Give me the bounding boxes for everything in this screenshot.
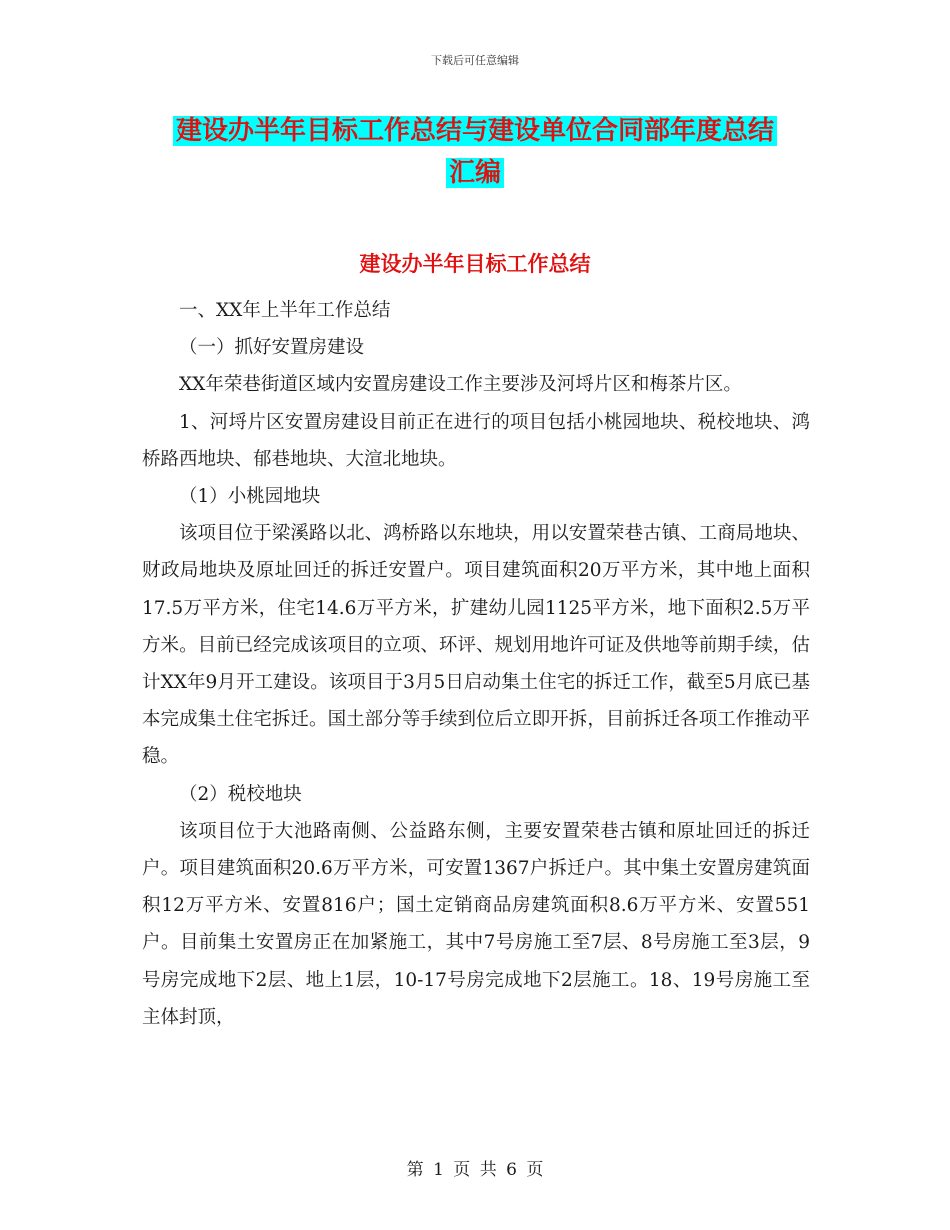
paragraph: 该项目位于大池路南侧、公益路东侧，主要安置荣巷古镇和原址回迁的拆迁户。项目建筑面积20.6万平方米，可安置1367户拆迁户。其中集土安置房建筑面积12万平方米、安置816户；国土定销商品房建筑面积8.6万平方米、安置551户。目前集土安置房正在加紧施工，其中7号房施工至7层、8号房施工至3层，9号房完成地下2层、地上1层，10-17号房完成地下2层施工。18、19号房施工至主体封顶， <box>142 820 810 1028</box>
page-footer: 第 1 页 共 6 页 <box>406 1160 544 1180</box>
main-title-line-1: 建设办半年目标工作总结与建设单位合同部年度总结 <box>173 116 777 146</box>
paragraph: 一、XX年上半年工作总结 <box>179 300 391 321</box>
paragraph: 1、河埒片区安置房建设目前正在进行的项目包括小桃园地块、税校地块、鸿桥路西地块、郁巷地块、大渲北地块。 <box>142 411 810 470</box>
paragraph: （一）抓好安置房建设 <box>179 337 365 359</box>
paragraph: （2）税校地块 <box>179 783 302 805</box>
main-title <box>0 110 950 194</box>
section-title: 建设办半年目标工作总结 <box>359 252 591 276</box>
paragraph: XX年荣巷街道区域内安置房建设工作主要涉及河埒片区和梅茶片区。 <box>179 374 742 396</box>
paragraph: 该项目位于梁溪路以北、鸿桥路以东地块，用以安置荣巷古镇、工商局地块、财政局地块及原址回迁的拆迁安置户。项目建筑面积20万平方米，其中地上面积17.5万平方米，住宅14.6万平方米，扩建幼儿园1125平方米，地下面积2.5万平方米。目前已经完成该项目的立项、环评、规划用地许可证及供地等前期手续，估计XX年9月开工建设。该项目于3月5日启动集土住宅的拆迁工作，截至5月底已基本完成集土住宅拆迁。国土部分等手续到位后立即开拆，目前拆迁各项工作推动平稳。 <box>142 523 810 768</box>
body-text <box>142 292 810 1036</box>
main-title-line-2: 汇编 <box>446 158 504 188</box>
paragraph: （1）小桃园地块 <box>179 486 321 508</box>
header-note: 下载后可任意编辑 <box>431 54 519 67</box>
